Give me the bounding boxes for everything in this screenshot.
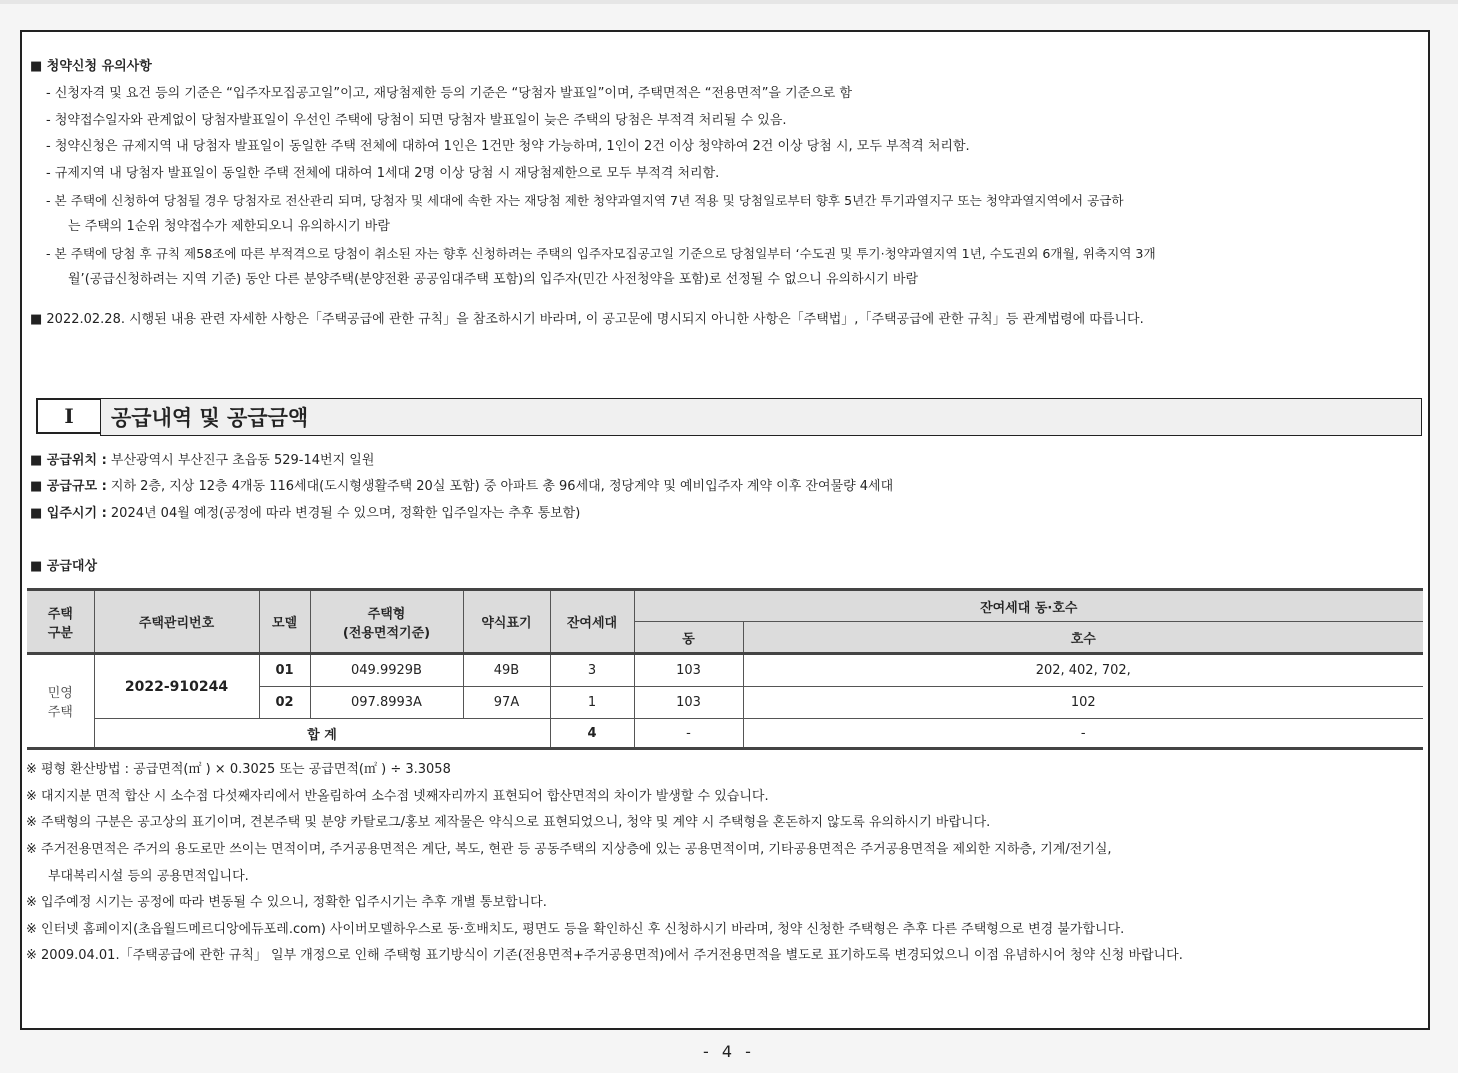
notice-item: - 청약접수일자와 관계없이 당첨자발표일이 우선인 주택에 당첨이 되면 당첨자 발표일이 늦은 주택의 당첨은 부적격 처리될 수 있음. — [46, 113, 787, 128]
move-in-value: 2024년 04월 예정(공정에 따라 변경될 수 있으며, 정확한 입주일자는 추후 통보함) — [110, 506, 581, 521]
header-dong: 동 — [634, 622, 743, 654]
dong-cell: 103 — [634, 687, 743, 719]
table-total-row — [27, 719, 1423, 749]
note-line: ※ 인터넷 홈페이지(초읍월드메르디앙에듀포레.com) 사이버모델하우스로 동·호배치도, 평면도 등을 확인하신 후 신청하시기 바라며, 청약 신청한 주택형은 추후 다른 주택형으로 변경 불가합니다. — [26, 922, 1125, 937]
supply-target-heading: ■ 공급대상 — [30, 559, 98, 574]
total-dong: - — [634, 719, 743, 749]
model-cell: 01 — [259, 654, 310, 687]
ho-cell: 102 — [743, 687, 1423, 719]
page-number: - 4 - — [703, 1042, 755, 1061]
notice-item-continued: 월’(공급신청하려는 지역 기준) 동안 다른 분양주택(분양전환 공공임대주택 포함)의 입주자(민간 사전청약을 포함)로 선정될 수 없으니 유의하시기 바람 — [68, 272, 919, 287]
section-title: 공급내역 및 공급금액 — [100, 398, 1422, 436]
total-label: 합 계 — [94, 719, 550, 749]
header-ho: 호수 — [743, 622, 1423, 654]
header-house-category: 주택 구분 — [27, 590, 94, 654]
short-cell: 49B — [463, 654, 550, 687]
supply-scale — [30, 478, 893, 496]
notice-item: - 규제지역 내 당첨자 발표일이 동일한 주택 전체에 대하여 1세대 2명 이상 당첨 시 재당첨제한으로 모두 부적격 처리함. — [46, 166, 720, 181]
remaining-cell: 1 — [550, 687, 634, 719]
notice-item: - 본 주택에 신청하여 당첨될 경우 당첨자로 전산관리 되며, 당첨자 및 세대에 속한 자는 재당첨 제한 청약과열지역 7년 적용 및 당첨일로부터 향후 5년간 투기과열지구 또는 청약과열지역에서 공급하 — [46, 193, 1124, 208]
supply-scale-label: ■ 공급규모 : — [30, 479, 107, 494]
note-line: ※ 2009.04.01.「주택공급에 관한 규칙」 일부 개정으로 인해 주택형 표기방식이 기존(전용면적+주거공용면적)에서 주거전용면적을 별도로 표기하도록 변경되었으니 이점 유념하시어 청약 신청 바랍니다. — [26, 948, 1183, 963]
house-type-cell: 097.8993A — [310, 687, 463, 719]
supply-location-label: ■ 공급위치 : — [30, 453, 107, 468]
supply-scale-value: 지하 2층, 지상 12층 4개동 116세대(도시형생활주택 20실 포함) 중 아파트 총 96세대, 정당계약 및 예비입주자 계약 이후 잔여물량 4세대 — [110, 479, 894, 494]
table-row — [27, 654, 1423, 687]
notice-item: - 청약신청은 규제지역 내 당첨자 발표일이 동일한 주택 전체에 대하여 1인은 1건만 청약 가능하며, 1인이 2건 이상 청약하여 2건 이상 당첨 시, 모두 부적격 처리함. — [46, 139, 970, 154]
remaining-cell: 3 — [550, 654, 634, 687]
note-line: ※ 입주예정 시기는 공정에 따라 변동될 수 있으니, 정확한 입주시기는 추후 개별 통보합니다. — [26, 895, 547, 910]
supply-table — [27, 588, 1423, 750]
note-line: ※ 주거전용면적은 주거의 용도로만 쓰이는 면적이며, 주거공용면적은 계단, 복도, 현관 등 공동주택의 지상층에 있는 공용면적이며, 기타공용면적은 주거공용면적을 제외한 지하층, 기계/전기실, — [26, 842, 1112, 857]
move-in-label: ■ 입주시기 : — [30, 506, 107, 521]
header-remaining-units: 잔여세대 — [550, 590, 634, 654]
document-page — [20, 30, 1430, 1030]
header-short-notation: 약식표기 — [463, 590, 550, 654]
note-line: ※ 평형 환산방법 : 공급면적(㎡ ) × 0.3025 또는 공급면적(㎡ ) ÷ 3.3058 — [26, 762, 451, 777]
category-cell: 민영 주택 — [27, 654, 94, 749]
move-in-date — [30, 505, 580, 523]
dong-cell: 103 — [634, 654, 743, 687]
total-remaining: 4 — [550, 719, 634, 749]
note-line: ※ 주택형의 구분은 공고상의 표기이며, 견본주택 및 분양 카탈로그/홍보 제작물은 약식으로 표현되었으니, 청약 및 계약 시 주택형을 혼돈하지 않도록 유의하시기 바랍니다. — [26, 815, 991, 830]
header-remaining-dong-ho: 잔여세대 동·호수 — [634, 590, 1423, 622]
notice-heading: ■ 청약신청 유의사항 — [30, 59, 152, 74]
notice-item: - 신청자격 및 요건 등의 기준은 “입주자모집공고일”이고, 재당첨제한 등의 기준은 “당첨자 발표일”이며, 주택면적은 “전용면적”을 기준으로 함 — [46, 86, 853, 101]
notice-item-continued: 는 주택의 1순위 청약접수가 제한되오니 유의하시기 바람 — [68, 219, 390, 234]
top-divider — [0, 0, 1458, 4]
house-type-cell: 049.9929B — [310, 654, 463, 687]
notice-footer: ■ 2022.02.28. 시행된 내용 관련 자세한 사항은「주택공급에 관한 규칙」을 참조하시기 바라며, 이 공고문에 명시되지 아니한 사항은「주택법」,「주택공급에 관한 규칙」등 관계법령에 따릅니다. — [30, 312, 1144, 327]
note-line-continued: 부대복리시설 등의 공용면적입니다. — [48, 869, 249, 884]
model-cell: 02 — [259, 687, 310, 719]
supply-location-value: 부산광역시 부산진구 초읍동 529-14번지 일원 — [110, 453, 375, 468]
ho-cell: 202, 402, 702, — [743, 654, 1423, 687]
header-management-number: 주택관리번호 — [94, 590, 259, 654]
header-house-type: 주택형 (전용면적기준) — [310, 590, 463, 654]
short-cell: 97A — [463, 687, 550, 719]
supply-location — [30, 452, 374, 470]
management-number-cell: 2022-910244 — [94, 654, 259, 719]
section-number: I — [36, 398, 102, 434]
header-model: 모델 — [259, 590, 310, 654]
total-ho: - — [743, 719, 1423, 749]
note-line: ※ 대지지분 면적 합산 시 소수점 다섯째자리에서 반올림하여 소수점 넷째자리까지 표현되어 합산면적의 차이가 발생할 수 있습니다. — [26, 789, 769, 804]
notice-item: - 본 주택에 당첨 후 규칙 제58조에 따른 부적격으로 당첨이 취소된 자는 향후 신청하려는 주택의 입주자모집공고일 기준으로 당첨일부터 ‘수도권 및 투기·청약과열지역 1년, 수도권외 6개월, 위축지역 3개 — [46, 246, 1156, 261]
